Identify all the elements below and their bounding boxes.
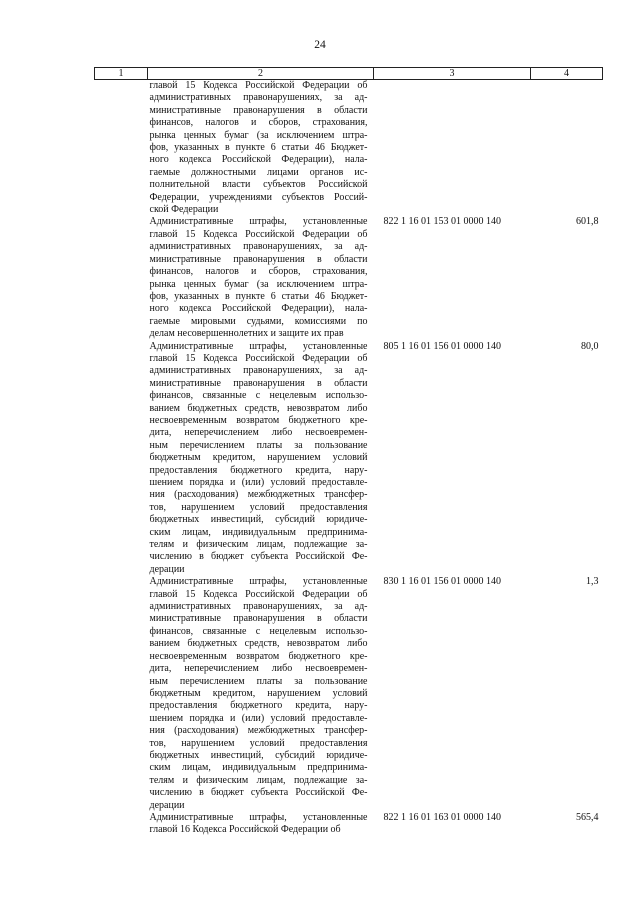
description-line: ской Федерации [149, 204, 219, 216]
description-line: несвоевременным возвратом бюджетного кре- [149, 650, 368, 662]
description-line: делам несовершеннолетних и защите их прав [149, 328, 344, 340]
description-line: ским лицам, индивидуальным предпринима- [149, 526, 368, 538]
description-line: ным перечислением платы за пользование [149, 439, 368, 451]
amount-cell: 80,0 [581, 340, 599, 352]
description-line: ским лицам, индивидуальным предпринима- [149, 762, 368, 774]
budget-code-cell: 830 1 16 01 156 01 0000 140 [383, 576, 501, 588]
description-line: числению в бюджет субъекта Российской Фе- [149, 787, 368, 799]
description-line: предоставления бюджетного кредита, нару- [149, 464, 368, 476]
description-line: телям и физическим лицам, подлежащие за- [149, 774, 368, 786]
description-line: дита, неперечислением либо несвоевремен- [149, 663, 368, 675]
description-line: министративные правонарушения в области [149, 613, 368, 625]
row-number-cell [95, 80, 148, 217]
table-row [95, 80, 603, 217]
table-row [95, 341, 603, 577]
description-line: шением порядка и (или) условий предоставле- [149, 477, 368, 488]
row-number-cell [95, 341, 148, 577]
row-number-cell [95, 812, 148, 837]
row-number-cell [95, 576, 148, 812]
description-line: фов, указанных в пункте 6 статьи 46 Бюджет- [149, 142, 368, 154]
description-line: министративные правонарушения в области [149, 253, 368, 265]
description-line: финансов, связанные с нецелевым использо- [149, 625, 368, 637]
description-line: бюджетным кредитом, нарушением условий [149, 687, 368, 699]
header-row [95, 68, 603, 80]
description-line: телям и физическим лицам, подлежащие за- [149, 539, 368, 551]
budget-table [94, 67, 603, 837]
amount-cell [531, 80, 603, 217]
description-line: главой 15 Кодекса Российской Федерации об [149, 80, 368, 91]
description-line: несвоевременным возвратом бюджетного кре- [149, 414, 368, 426]
budget-code-cell: 822 1 16 01 153 01 0000 140 [383, 216, 501, 228]
header-col-1: 1 [95, 68, 148, 80]
table-row [95, 812, 603, 837]
description-line: бюджетным кредитом, нарушением условий [149, 452, 368, 464]
description-line: дерации [149, 563, 185, 575]
description-line: рынка ценных бумаг (за исключением штра- [149, 278, 368, 290]
description-line: финансов, налогов и сборов, страхования, [149, 117, 368, 129]
description-line: тов, нарушением условий предоставления [149, 501, 368, 513]
description-line: тов, нарушением условий предоставления [149, 737, 368, 749]
description-line: гаемые должностными лицами органов ис- [149, 166, 368, 178]
table-body [95, 80, 603, 837]
header-col-4: 4 [531, 68, 603, 80]
description-cell [148, 341, 374, 577]
description-line: административных правонарушениях, за ад- [149, 365, 368, 377]
description-line: фов, указанных в пункте 6 статьи 46 Бюджет- [149, 290, 368, 302]
description-line: министративные правонарушения в области [149, 377, 368, 389]
description-line: ванием бюджетных средств, невозвратом либо [149, 638, 368, 650]
table-row [95, 216, 603, 340]
description-line: дита, неперечислением либо несвоевремен- [149, 427, 368, 439]
budget-code-cell: 805 1 16 01 156 01 0000 140 [383, 340, 501, 352]
description-line: Административные штрафы, установленные [149, 576, 368, 588]
description-line: числению в бюджет субъекта Российской Фе- [149, 551, 368, 563]
description-line: рынка ценных бумаг (за исключением штра- [149, 129, 368, 141]
description-line: главой 15 Кодекса Российской Федерации об [149, 228, 368, 240]
description-line: ного кодекса Российской Федерации), нала- [149, 154, 368, 166]
description-line: Административные штрафы, установленные [149, 216, 368, 228]
description-line: шением порядка и (или) условий предоставле- [149, 712, 368, 724]
table-row [95, 576, 603, 812]
description-line: полнительной власти субъектов Российской [149, 179, 368, 191]
description-line: министративные правонарушения в области [149, 104, 368, 116]
description-cell [148, 216, 374, 340]
description-line: главой 16 Кодекса Российской Федерации об [149, 824, 341, 836]
budget-code-cell: 822 1 16 01 163 01 0000 140 [383, 811, 501, 823]
description-line: бюджетных инвестиций, субсидий юридиче- [149, 514, 368, 526]
description-line: ного кодекса Российской Федерации), нала- [149, 303, 368, 315]
description-cell [148, 576, 374, 812]
description-line: административных правонарушениях, за ад- [149, 92, 368, 104]
page-number: 24 [314, 39, 326, 51]
description-line: главой 15 Кодекса Российской Федерации об [149, 352, 368, 364]
description-line: ным перечислением платы за пользование [149, 675, 368, 687]
description-line: дерации [149, 799, 185, 811]
description-line: Федерации, учреждениями субъектов Россий- [149, 191, 368, 203]
description-line: ния (расходования) межбюджетных трансфер- [149, 489, 368, 501]
description-line: ния (расходования) межбюджетных трансфер- [149, 725, 368, 737]
table-header [95, 68, 603, 80]
amount-cell: 1,3 [586, 576, 599, 588]
header-col-2: 2 [148, 68, 374, 80]
description-line: предоставления бюджетного кредита, нару- [149, 700, 368, 712]
row-number-cell [95, 216, 148, 340]
description-line: административных правонарушениях, за ад- [149, 241, 368, 253]
amount-cell: 565,4 [576, 811, 599, 823]
description-line: гаемые мировыми судьями, комиссиями по [149, 315, 368, 327]
description-line: Административные штрафы, установленные [149, 811, 368, 823]
description-line: бюджетных инвестиций, субсидий юридиче- [149, 749, 368, 761]
header-col-3: 3 [374, 68, 531, 80]
description-line: главой 15 Кодекса Российской Федерации об [149, 588, 368, 600]
description-line: финансов, налогов и сборов, страхования, [149, 266, 368, 278]
description-line: финансов, связанные с нецелевым использо- [149, 390, 368, 402]
description-line: административных правонарушениях, за ад- [149, 601, 368, 613]
description-line: Административные штрафы, установленные [149, 340, 368, 352]
description-cell [148, 812, 374, 837]
description-cell [148, 80, 374, 217]
budget-code-cell [374, 80, 531, 217]
amount-cell: 601,8 [576, 216, 599, 228]
description-line: ванием бюджетных средств, невозвратом либо [149, 402, 368, 414]
